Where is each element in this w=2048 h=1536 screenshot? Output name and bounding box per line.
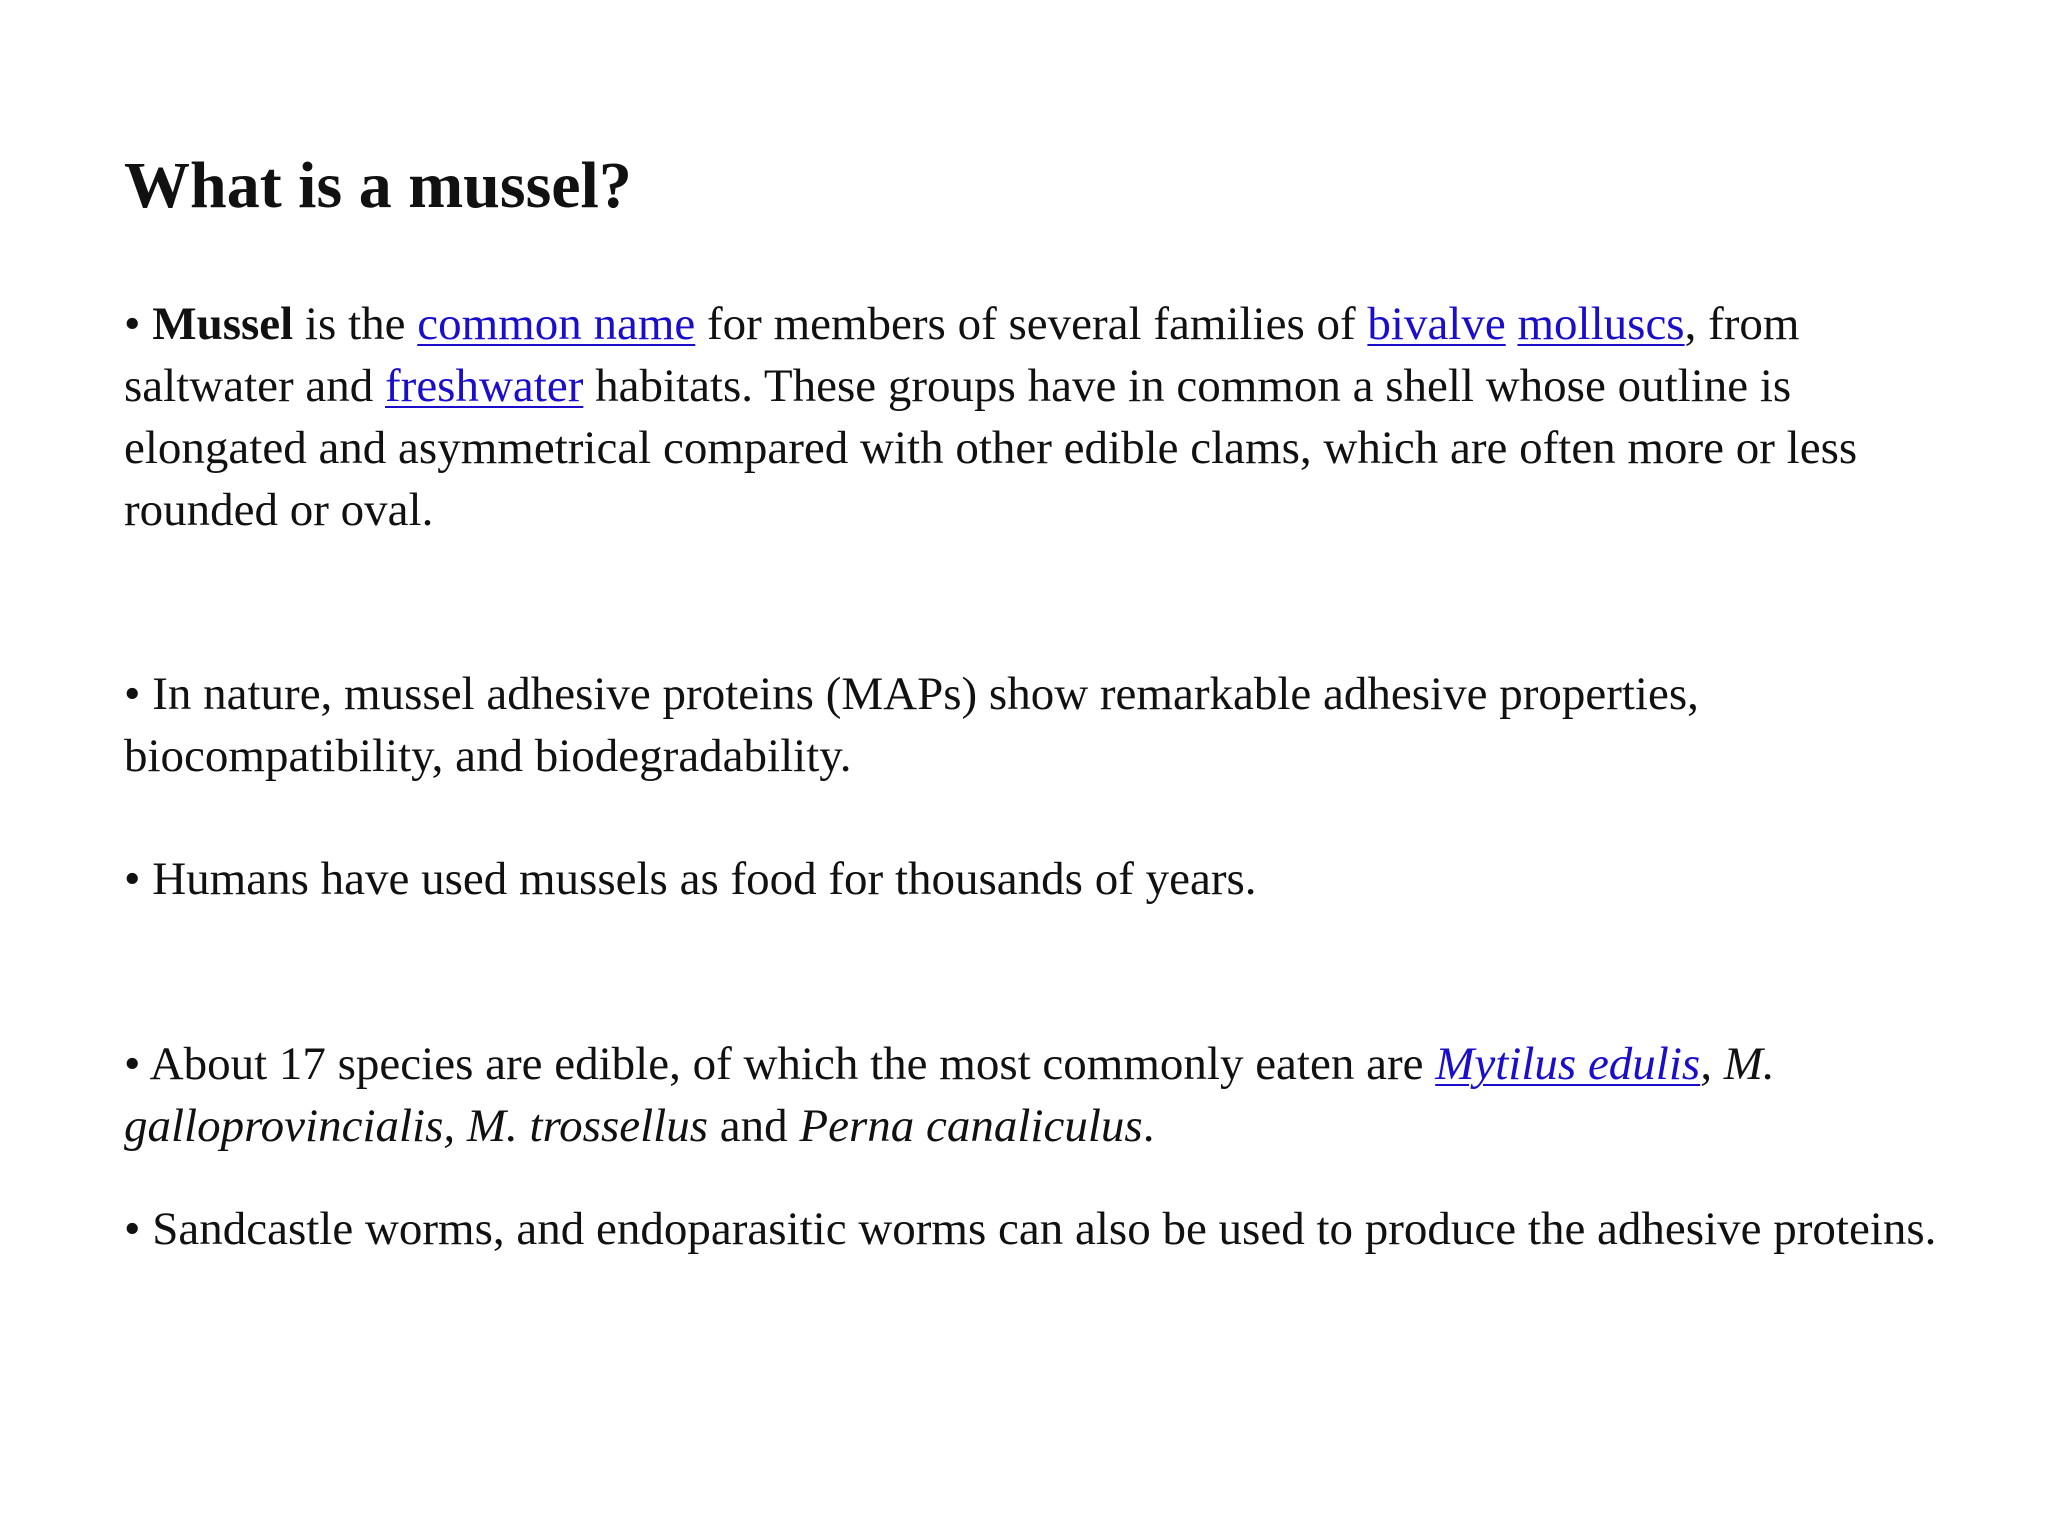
bullet-edible-species [124,1033,1964,1157]
link-freshwater[interactable]: freshwater [385,360,584,412]
bullet-marker: • [124,853,141,905]
link-molluscs[interactable]: molluscs [1517,298,1685,350]
text-segment: is the [293,298,418,350]
link-common-name[interactable]: common name [417,298,696,350]
bullet-text: Sandcastle worms, and endoparasitic worms can also be used to produce the adhesive proteins. [152,1203,1937,1255]
text-segment [1506,298,1518,350]
species-name: Mytilus edulis [1435,1038,1701,1090]
bullet-text: Humans have used mussels as food for thousands of years. [152,853,1257,905]
slide-title: What is a mussel? [124,149,632,222]
text-segment: habitats. These groups have in common a shell whose outline is elongated and asymmetrical compared with other edible clams, which are often more or less rounded or oval. [124,360,1858,536]
link-bivalve[interactable]: bivalve [1367,298,1506,350]
bullet-marker: • [124,1203,141,1255]
text-segment: , from saltwater and [124,298,1800,412]
text-segment: About 17 species are edible, of which the most commonly eaten are [149,1038,1436,1090]
bullet-adhesive-proteins [124,663,1964,787]
text-segment: for members of several families of [695,298,1368,350]
bullet-marker: • [124,298,141,350]
link-mytilus-edulis[interactable] [1435,1038,1700,1090]
bullet-mussel-definition [124,293,1964,541]
bullet-sandcastle-worms [124,1198,1964,1260]
species-name: Perna canaliculus [799,1100,1143,1152]
text-segment: and [708,1100,800,1152]
bullet-text: In nature, mussel adhesive proteins (MAPs) show remarkable adhesive properties, biocompatibility, and biodegradability. [124,668,1699,782]
bullet-marker: • [124,668,141,720]
species-names: , M. galloprovincialis, M. trossellus [124,1038,1775,1152]
text-segment: . [1142,1100,1155,1152]
bullet-mussels-as-food [124,848,1964,910]
bullet-marker: • [124,1038,141,1090]
term-mussel: Mussel [152,298,294,350]
